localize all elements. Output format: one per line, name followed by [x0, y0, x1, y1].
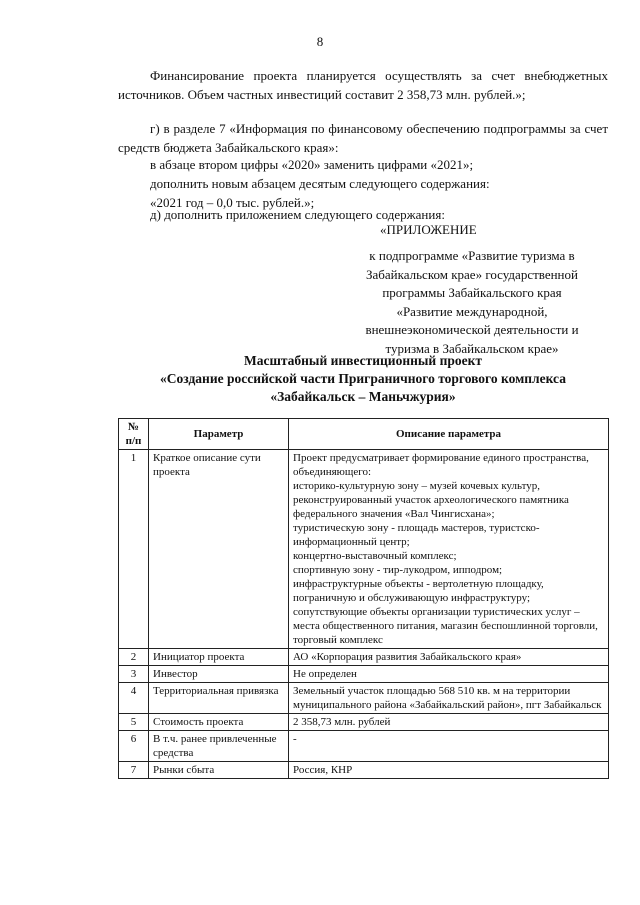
row-parameter: В т.ч. ранее привлеченные средства [149, 731, 289, 762]
description-line: концертно-выставочный комплекс; [293, 550, 457, 562]
table-row [119, 731, 609, 762]
row-parameter: Краткое описание сути проекта [149, 450, 289, 649]
row-parameter: Стоимость проекта [149, 714, 289, 731]
page-number: 8 [316, 34, 324, 49]
paragraph-add-appendix: д) дополнить приложением следующего содержания: [150, 207, 445, 222]
description-line: Проект предусматривает формирование единого пространства, объединяющего: [293, 452, 589, 478]
appendix-line: «Развитие международной, [396, 303, 548, 319]
appendix-reference [338, 247, 606, 359]
table-row [119, 714, 609, 731]
row-parameter: Инициатор проекта [149, 649, 289, 666]
description-line: туристическую зону - площадь мастеров, туристско-информационный центр; [293, 522, 540, 548]
project-title-line: Масштабный инвестиционный проект [243, 353, 483, 368]
appendix-line: Забайкальском крае» государственной [366, 266, 578, 282]
row-description: Не определен [289, 666, 609, 683]
row-num: 3 [119, 666, 149, 683]
appendix-line: туризма в Забайкальском крае» [385, 340, 559, 356]
paragraph-financing: Финансирование проекта планируется осуществлять за счет внебюджетных источников. Объем частных инвестиций составит 2 358,73 млн. рублей.»; [118, 68, 608, 102]
project-title-line: «Создание российской части Приграничного торгового комплекса [160, 371, 566, 386]
paragraph-replace-figures: в абзаце втором цифры «2020» заменить цифрами «2021»; [150, 157, 474, 172]
table-row [119, 649, 609, 666]
appendix-title: «ПРИЛОЖЕНИЕ [380, 222, 477, 237]
row-num: 4 [119, 683, 149, 714]
project-title [118, 352, 608, 406]
row-parameter: Рынки сбыта [149, 762, 289, 779]
table-row [119, 762, 609, 779]
appendix-line: к подпрограмме «Развитие туризма в [369, 248, 575, 263]
row-description: АО «Корпорация развития Забайкальского края» [289, 649, 609, 666]
row-num: 1 [119, 450, 149, 649]
row-parameter: Территориальная привязка [149, 683, 289, 714]
description-line: сопутствующие объекты организации туристических услуг – места общественного питания, магазин беспошлинной торговли, торговый комплекс [293, 606, 598, 646]
header-parameter: Параметр [149, 419, 289, 450]
appendix-line: внешнеэкономической деятельности и [365, 322, 579, 338]
table-row [119, 683, 609, 714]
table-row [119, 450, 609, 649]
appendix-line: программы Забайкальского края [382, 285, 562, 301]
table-header-row [119, 419, 609, 450]
row-description: Земельный участок площадью 568 510 кв. м на территории муниципального района «Забайкальский район», пгт Забайкальск [289, 683, 609, 714]
row-num: 7 [119, 762, 149, 779]
description-line: инфраструктурные объекты - вертолетную площадку, пограничную и обслуживающую инфраструктуру; [293, 578, 544, 604]
description-line: историко-культурную зону – музей кочевых культур, реконструированный участок археологического памятника федерального значения «Вал Чингисхана»; [293, 480, 569, 520]
row-parameter: Инвестор [149, 666, 289, 683]
paragraph-2021-year: «2021 год – 0,0 тыс. рублей.»; [150, 195, 315, 210]
description-line: спортивную зону - тир-лукодром, ипподром; [293, 564, 503, 576]
paragraph-section-7: г) в разделе 7 «Информация по финансовому обеспечению подпрограммы за счет средств бюджета Забайкальского края»: [118, 121, 608, 155]
header-description: Описание параметра [289, 419, 609, 450]
row-description: 2 358,73 млн. рублей [289, 714, 609, 731]
project-title-line: «Забайкальск – Маньчжурия» [270, 389, 456, 404]
row-description: - [289, 731, 609, 762]
table-row [119, 666, 609, 683]
row-description [289, 450, 609, 649]
row-num: 2 [119, 649, 149, 666]
project-parameters-table [118, 418, 609, 779]
row-num: 6 [119, 731, 149, 762]
row-description: Россия, КНР [289, 762, 609, 779]
row-num: 5 [119, 714, 149, 731]
header-num: № п/п [119, 419, 149, 450]
paragraph-add-abzats: дополнить новым абзацем десятым следующего содержания: [150, 176, 490, 191]
